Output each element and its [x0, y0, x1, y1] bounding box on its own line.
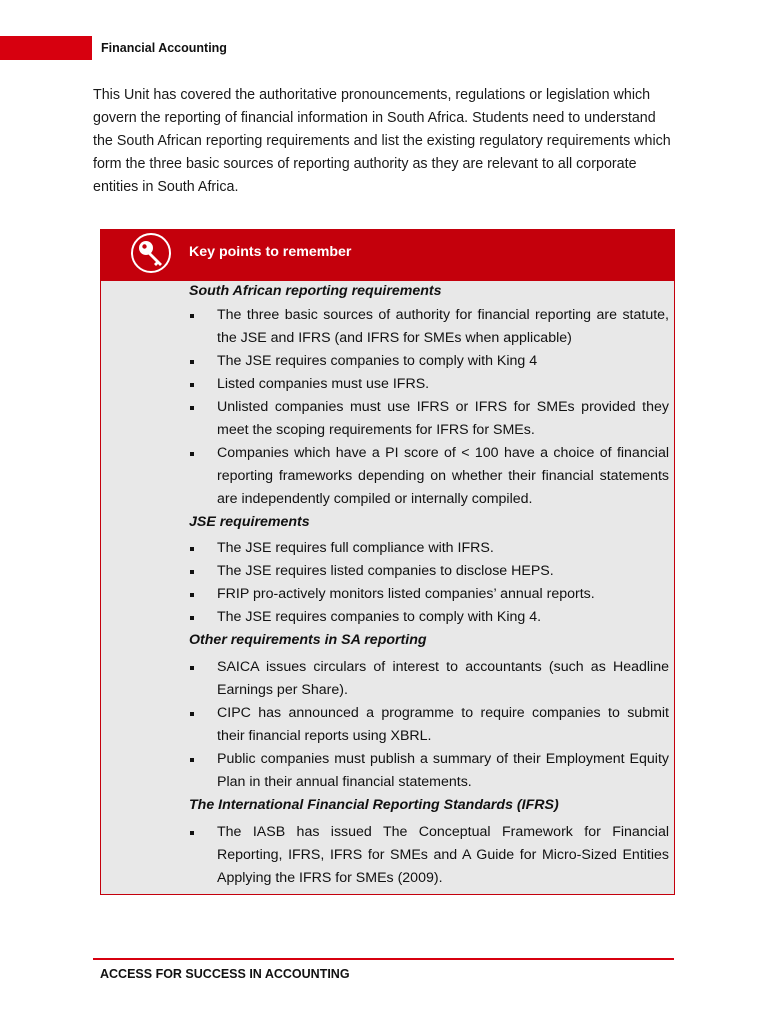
list-item: SAICA issues circulars of interest to accountants (such as Headline Earnings per Share). — [189, 656, 669, 702]
section-title: Other requirements in SA reporting — [189, 632, 427, 648]
footer-text: ACCESS FOR SUCCESS IN ACCOUNTING — [100, 967, 350, 981]
list-item: The IASB has issued The Conceptual Framework for Financial Reporting, IFRS, IFRS for SMEs and A Guide for Micro-Sized Entities Applying the IFRS for SMEs (2009). — [189, 821, 669, 890]
intro-line: form the three basic sources of reporting authority as they are relevant to all corporate — [93, 156, 637, 172]
key-points-header — [101, 230, 674, 281]
list-item: The JSE requires full compliance with IFRS. — [189, 537, 669, 560]
page-header-title: Financial Accounting — [101, 41, 227, 55]
key-points-body — [189, 282, 669, 890]
list-item: The three basic sources of authority for financial reporting are statute, the JSE and IFRS (and IFRS for SMEs when applicable) — [189, 304, 669, 350]
key-icon — [131, 233, 171, 273]
list-item: The JSE requires companies to comply with King 4 — [189, 350, 669, 373]
list-item: Unlisted companies must use IFRS or IFRS for SMEs provided they meet the scoping requirements for IFRS for SMEs. — [189, 396, 669, 442]
list-item: CIPC has announced a programme to require companies to submit their financial reports using XBRL. — [189, 702, 669, 748]
intro-line: This Unit has covered the authoritative pronouncements, regulations or legislation which — [93, 87, 651, 103]
section-title: The International Financial Reporting Standards (IFRS) — [189, 797, 559, 813]
list-item: Companies which have a PI score of < 100 have a choice of financial reporting frameworks depending on whether their financial statements are independently compiled or internally compiled. — [189, 442, 669, 511]
key-points-title: Key points to remember — [189, 244, 352, 260]
intro-line: the South African reporting requirements and list the existing regulatory requirements which — [93, 133, 671, 149]
footer-divider — [93, 958, 674, 960]
header-accent-bar — [0, 36, 92, 60]
bullet-list — [189, 821, 669, 890]
intro-line: govern the reporting of financial information in South Africa. Students need to understand — [93, 110, 656, 126]
section-title: South African reporting requirements — [189, 283, 442, 299]
bullet-list — [189, 304, 669, 511]
bullet-list — [189, 656, 669, 794]
list-item: Public companies must publish a summary of their Employment Equity Plan in their annual financial statements. — [189, 748, 669, 794]
bullet-list — [189, 537, 669, 629]
intro-paragraph — [93, 84, 678, 199]
intro-line: entities in South Africa. — [93, 179, 239, 195]
list-item: FRIP pro-actively monitors listed companies’ annual reports. — [189, 583, 669, 606]
key-points-box — [100, 229, 675, 895]
list-item: The JSE requires listed companies to disclose HEPS. — [189, 560, 669, 583]
list-item: Listed companies must use IFRS. — [189, 373, 669, 396]
list-item: The JSE requires companies to comply with King 4. — [189, 606, 669, 629]
section-title: JSE requirements — [189, 514, 310, 530]
